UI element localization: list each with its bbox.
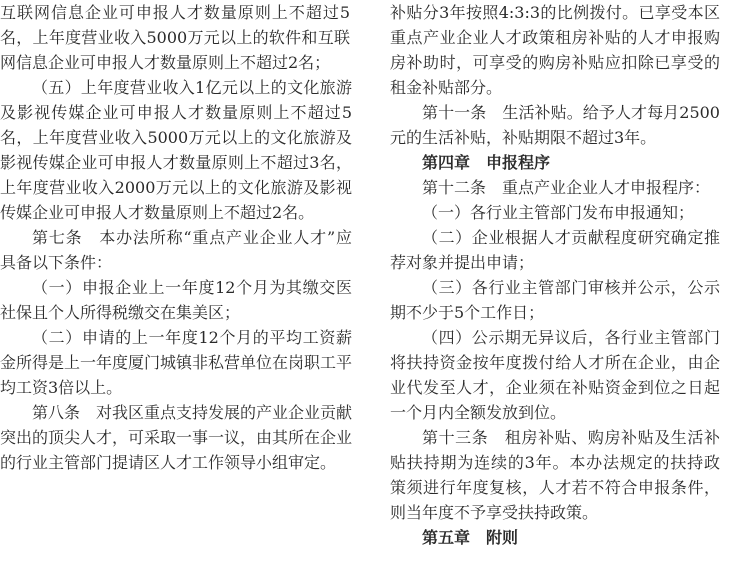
right-column bbox=[390, 0, 720, 550]
paragraph-condition-1: （一）申报企业上一年度12个月为其缴交医社保且个人所得税缴交在集美区； bbox=[0, 278, 352, 322]
paragraph-housing-subsidy-cont: 补贴分3年按照4:3:3的比例拨付。已享受本区重点产业企业人才政策租房补贴的人才申报购房补助时，可享受的购房补贴应扣除已享受的租金补贴部分。 bbox=[390, 3, 720, 97]
paragraph-step-2: （二）企业根据人才贡献程度研究确定推荐对象并提出申请； bbox=[390, 228, 720, 272]
paragraph-article-7: 第七条 本办法所称“重点产业企业人才”应具备以下条件： bbox=[0, 228, 352, 272]
paragraph-software-quota: 互联网信息企业可申报人才数量原则上不超过5名，上年度营业收入5000万元以上的软件和互联网信息企业可申报人才数量原则上不超过2名； bbox=[0, 3, 350, 72]
paragraph-step-3: （三）各行业主管部门审核并公示，公示期不少于5个工作日； bbox=[390, 278, 720, 322]
paragraph-article-11: 第十一条 生活补贴。给予人才每月2500元的生活补贴，补贴期限不超过3年。 bbox=[390, 103, 720, 147]
paragraph-article-13: 第十三条 租房补贴、购房补贴及生活补贴扶持期为连续的3年。本办法规定的扶持政策须进行年度复核，人才若不符合申报条件，则当年度不予享受扶持政策。 bbox=[390, 428, 720, 522]
paragraph-step-1: （一）各行业主管部门发布申报通知； bbox=[422, 203, 695, 222]
paragraph-condition-2: （二）申请的上一年度12个月的平均工资薪金所得是上一年度厦门城镇非私营单位在岗职工平均工资3倍以上。 bbox=[0, 328, 353, 397]
paragraph-article-12: 第十二条 重点产业企业人才申报程序： bbox=[422, 178, 711, 197]
paragraph-item-5-culture-tourism: （五）上年度营业收入1亿元以上的文化旅游及影视传媒企业可申报人才数量原则上不超过5名，上年度营业收入5000万元以上的文化旅游及影视传媒企业可申报人才数量原则上不超过3名，上年度营业收入2000万元以上的文化旅游及影视传媒企业可申报人才数量原则上不超过2名。 bbox=[0, 78, 352, 222]
chapter-4-heading: 第四章 申报程序 bbox=[422, 153, 551, 172]
paragraph-article-8: 第八条 对我区重点支持发展的产业企业贡献突出的顶尖人才，可采取一事一议，由其所在企业的行业主管部门提请区人才工作领导小组审定。 bbox=[0, 403, 353, 472]
paragraph-step-4: （四）公示期无异议后，各行业主管部门将扶持资金按年度拨付给人才所在企业，由企业代发至人才，企业须在补贴资金到位之日起一个月内全额发放到位。 bbox=[390, 328, 720, 422]
chapter-5-heading: 第五章 附则 bbox=[422, 528, 519, 547]
left-column bbox=[0, 0, 352, 475]
